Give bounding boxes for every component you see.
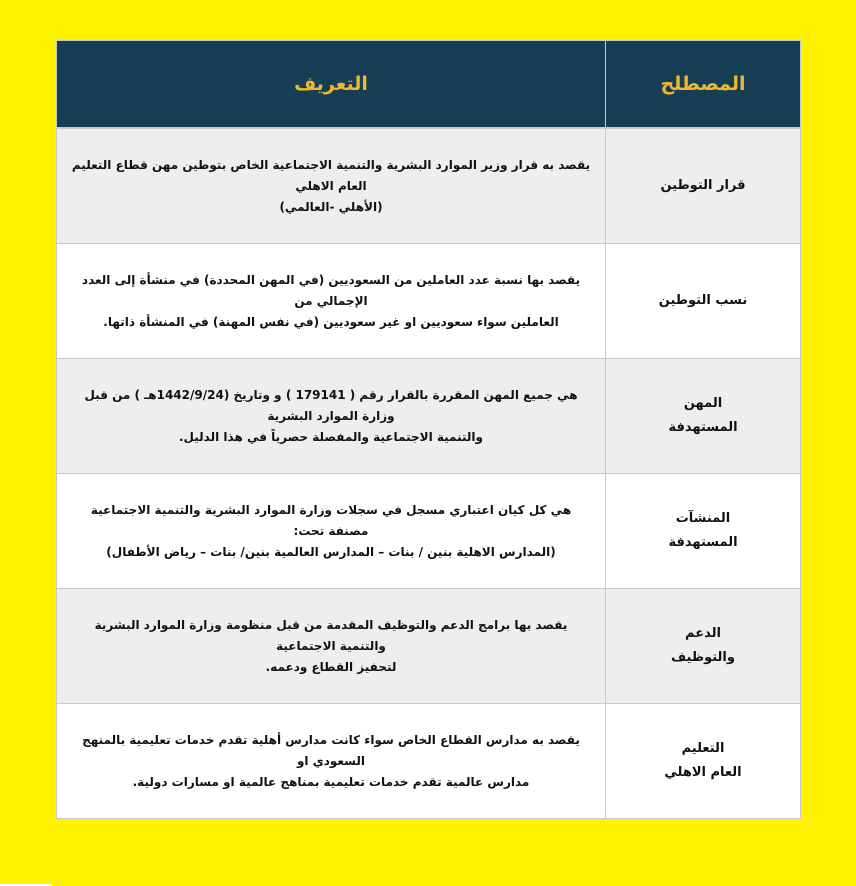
table-row (57, 704, 800, 818)
term-cell: المنشآت المستهدفة (605, 474, 800, 588)
table-row (57, 244, 800, 359)
definition-cell: هي كل كيان اعتباري مسجل في سجلات وزارة الموارد البشرية والتنمية الاجتماعية مصنفة تحت: (المدارس الاهلية بنين / بنات – المدارس العالمية بنين/ بنات – رياض الأطفال) (90, 502, 572, 559)
header-term: المصطلح (605, 41, 800, 127)
definition-cell: يقصد بها برامج الدعم والتوظيف المقدمة من قبل منظومة وزارة الموارد البشرية والتنمية الاجتماعية لتحفيز القطاع ودعمه. (94, 617, 568, 674)
table-row (57, 129, 800, 244)
term-cell: التعليم العام الاهلي (605, 704, 800, 818)
term-cell: نسب التوطين (605, 244, 800, 358)
definition-cell: يقصد بها نسبة عدد العاملين من السعوديين (في المهن المحددة) في منشأة إلى العدد الإجمالي من العاملين سواء سعوديين او غير سعوديين (في نفس المهنة) في المنشأة ذاتها. (81, 272, 581, 329)
header-definition: التعريف (294, 72, 368, 95)
table-row (57, 474, 800, 589)
definition-cell: يقصد به مدارس القطاع الخاص سواء كانت مدارس أهلية تقدم خدمات تعليمية بالمنهج السعودي او مدارس عالمية تقدم خدمات تعليمية بمناهج عالمية او مسارات دولية. (82, 732, 580, 789)
term-cell: قرار التوطين (605, 129, 800, 243)
term-cell: المهن المستهدفة (605, 359, 800, 473)
table-header-row (57, 41, 800, 129)
term-cell: الدعم والتوظيف (605, 589, 800, 703)
definition-cell: يقصد به قرار وزير الموارد البشرية والتنمية الاجتماعية الخاص بتوطين مهن قطاع التعليم العام الاهلي (الأهلي -العالمي) (71, 157, 591, 214)
definitions-table (56, 40, 801, 819)
table-row (57, 359, 800, 474)
table-row (57, 589, 800, 704)
definition-cell: هي جميع المهن المقررة بالقرار رقم ( 179141 ) و وتاريخ (1442/9/24هـ ) من قبل وزارة الموارد البشرية والتنمية الاجتماعية والمفصلة حصرياً في هذا الدليل. (84, 387, 578, 444)
